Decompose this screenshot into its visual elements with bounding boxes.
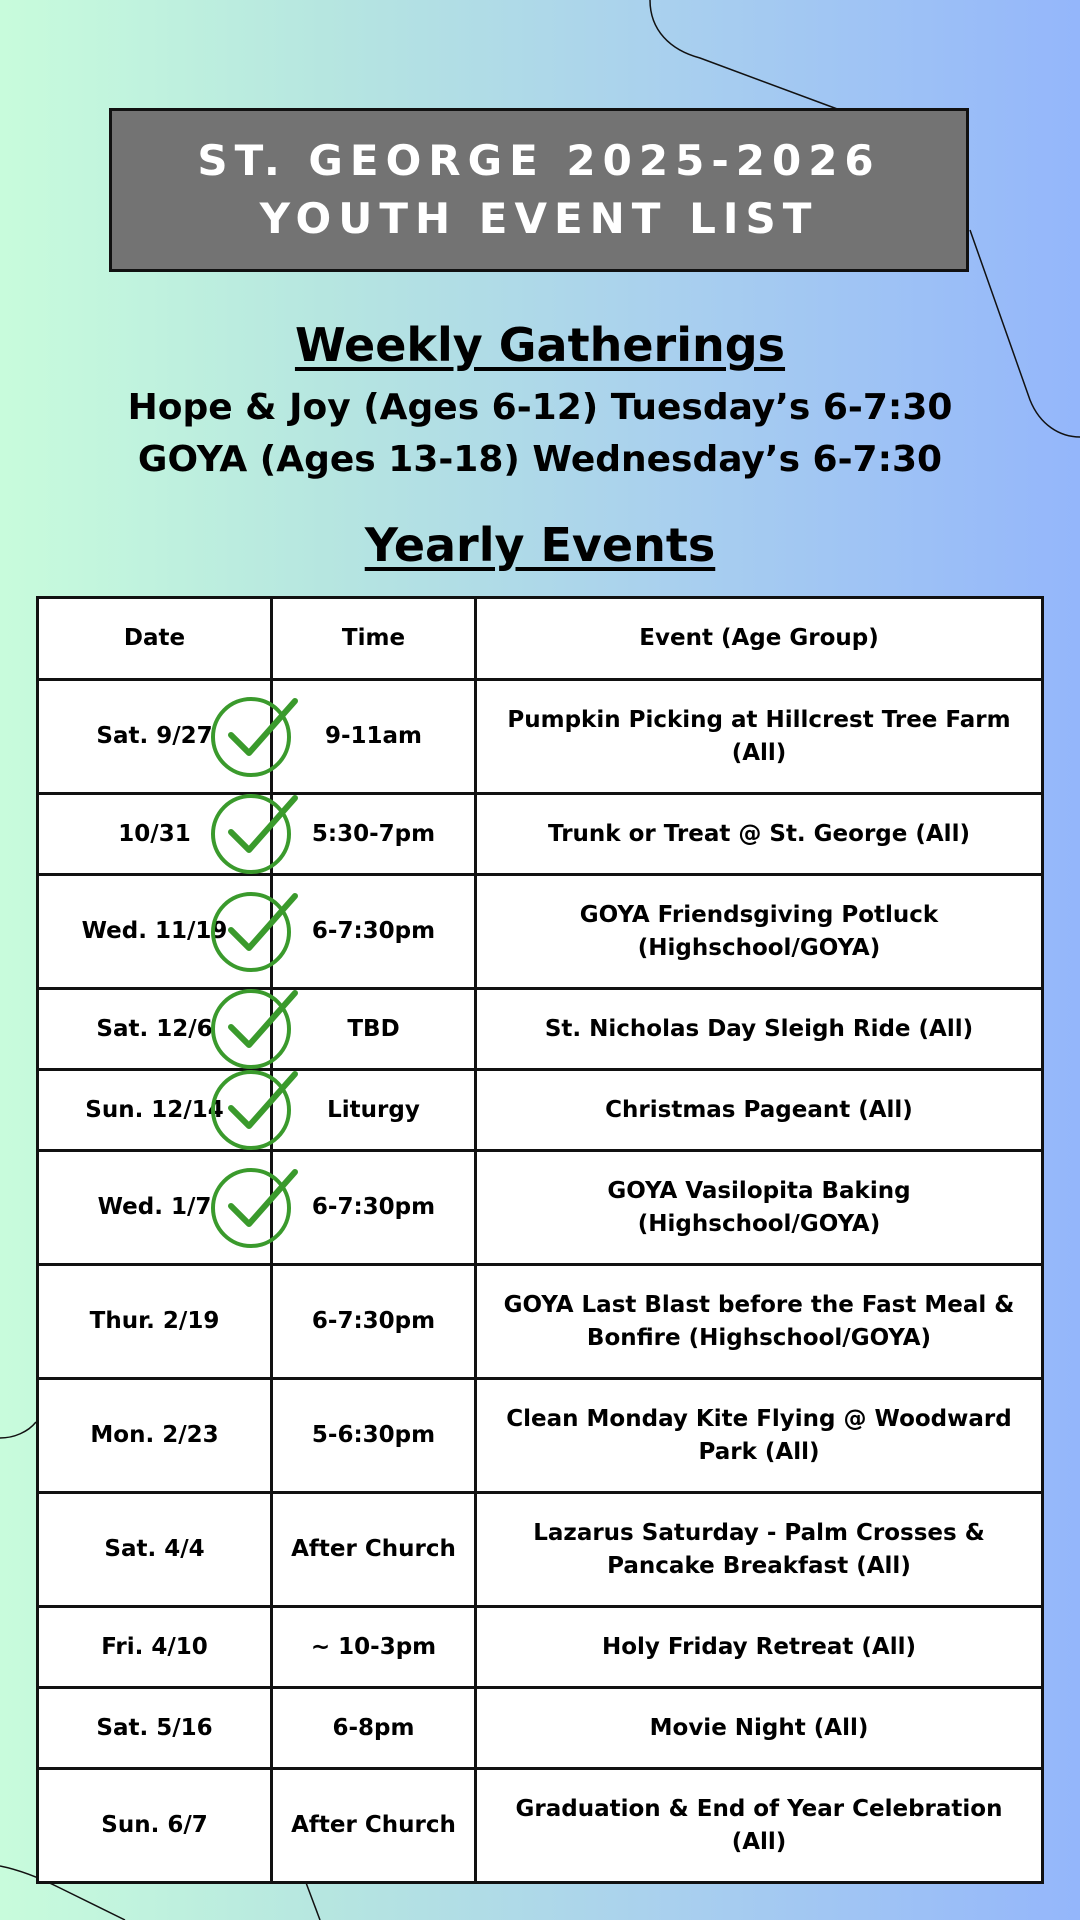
weekly-line-goya: GOYA (Ages 13-18) Wednesday’s 6-7:30: [137, 439, 943, 480]
event-date: [38, 1769, 272, 1883]
event-date-text: Fri. 4/10: [101, 1633, 208, 1660]
event-date-text: Mon. 2/23: [90, 1422, 219, 1448]
yearly-events-heading: Yearly Events: [364, 518, 716, 572]
title-banner: [109, 108, 969, 272]
table-row: [38, 794, 1043, 875]
event-time: Liturgy: [272, 1070, 476, 1151]
event-date-text: 10/31: [118, 820, 191, 847]
event-name: Lazarus Saturday - Palm Crosses & Pancake Breakfast (All): [476, 1493, 1043, 1607]
completed-check-icon: [211, 890, 303, 974]
weekly-line-hope-joy: Hope & Joy (Ages 6-12) Tuesday’s 6-7:30: [127, 387, 953, 428]
event-date-text: Wed. 1/7: [97, 1194, 212, 1220]
title-line-1: ST. GEORGE 2025-2026: [197, 136, 881, 185]
event-date: [38, 1151, 272, 1265]
event-name: Clean Monday Kite Flying @ Woodward Park (All): [476, 1379, 1043, 1493]
event-name: Graduation & End of Year Celebration (All): [476, 1769, 1043, 1883]
event-name: GOYA Friendsgiving Potluck (Highschool/GOYA): [476, 875, 1043, 989]
table-row: [38, 1379, 1043, 1493]
events-table: [36, 596, 1044, 1884]
table-row: [38, 1151, 1043, 1265]
table-row: [38, 989, 1043, 1070]
event-name: Movie Night (All): [476, 1688, 1043, 1769]
event-date-text: Sat. 4/4: [104, 1536, 205, 1562]
weekly-gatherings-heading: Weekly Gatherings: [294, 318, 786, 372]
event-name: Pumpkin Picking at Hillcrest Tree Farm (All): [476, 680, 1043, 794]
event-name: GOYA Vasilopita Baking (Highschool/GOYA): [476, 1151, 1043, 1265]
event-name: Holy Friday Retreat (All): [476, 1607, 1043, 1688]
event-date: [38, 680, 272, 794]
table-header-row: [38, 598, 1043, 680]
table-row: [38, 1493, 1043, 1607]
table-row: [38, 1070, 1043, 1151]
event-date: [38, 989, 272, 1070]
event-name: Trunk or Treat @ St. George (All): [476, 794, 1043, 875]
table-row: [38, 1769, 1043, 1883]
event-date-text: Thur. 2/19: [89, 1308, 220, 1334]
event-time: ~ 10-3pm: [272, 1607, 476, 1688]
event-time: 6-8pm: [272, 1688, 476, 1769]
event-name: St. Nicholas Day Sleigh Ride (All): [476, 989, 1043, 1070]
event-name: GOYA Last Blast before the Fast Meal & Bonfire (Highschool/GOYA): [476, 1265, 1043, 1379]
event-time: 5-6:30pm: [272, 1379, 476, 1493]
header-event: Event (Age Group): [476, 598, 1043, 680]
event-date-text: Sat. 5/16: [96, 1714, 213, 1741]
event-date-text: Sun. 12/14: [85, 1096, 224, 1123]
event-time: 9-11am: [272, 680, 476, 794]
event-time: 5:30-7pm: [272, 794, 476, 875]
completed-check-icon: [211, 1166, 303, 1250]
table-row: [38, 1607, 1043, 1688]
completed-check-icon: [211, 1068, 303, 1152]
event-date-text: Sun. 6/7: [101, 1812, 208, 1838]
event-time: TBD: [272, 989, 476, 1070]
table-row: [38, 875, 1043, 989]
table-row: [38, 680, 1043, 794]
header-date: Date: [38, 598, 272, 680]
header-time: Time: [272, 598, 476, 680]
table-row: [38, 1688, 1043, 1769]
table-row: [38, 1265, 1043, 1379]
event-date-text: Sat. 12/6: [96, 1015, 213, 1042]
event-date: [38, 1607, 272, 1688]
event-time: After Church: [272, 1493, 476, 1607]
completed-check-icon: [211, 792, 303, 876]
completed-check-icon: [211, 987, 303, 1071]
event-date: [38, 1379, 272, 1493]
event-date: [38, 875, 272, 989]
event-date: [38, 1493, 272, 1607]
event-time: After Church: [272, 1769, 476, 1883]
event-date: [38, 794, 272, 875]
event-name: Christmas Pageant (All): [476, 1070, 1043, 1151]
event-time: 6-7:30pm: [272, 1151, 476, 1265]
title-line-2: YOUTH EVENT LIST: [259, 194, 819, 243]
event-date: [38, 1265, 272, 1379]
completed-check-icon: [211, 695, 303, 779]
event-time: 6-7:30pm: [272, 1265, 476, 1379]
event-time: 6-7:30pm: [272, 875, 476, 989]
event-date-text: Wed. 11/19: [81, 918, 228, 944]
event-date-text: Sat. 9/27: [96, 723, 213, 749]
event-date: [38, 1070, 272, 1151]
event-date: [38, 1688, 272, 1769]
